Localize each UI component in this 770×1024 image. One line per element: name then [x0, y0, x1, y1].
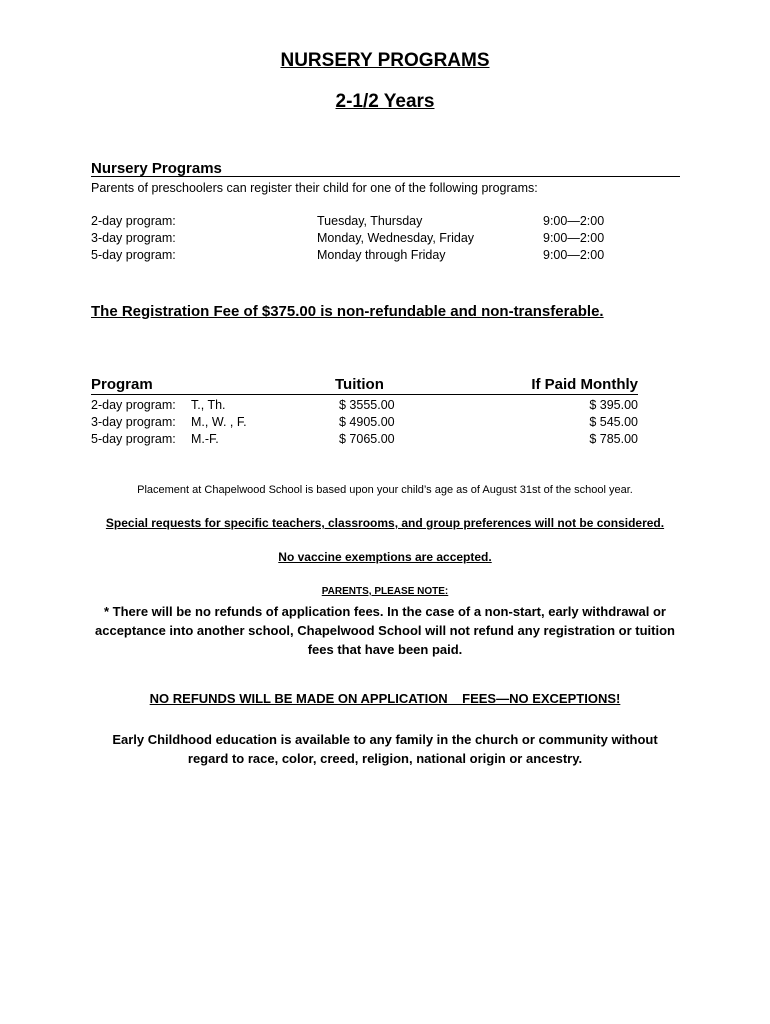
table-cell-monthly: $ 395.00	[589, 398, 638, 412]
table-cell-days: M.-F.	[191, 432, 219, 446]
table-cell-days: T., Th.	[191, 398, 226, 412]
schedule-days: Monday through Friday	[317, 248, 446, 262]
schedule-time: 9:00—2:00	[543, 214, 605, 228]
registration-fee-notice: The Registration Fee of $375.00 is non-refundable and non-transferable.	[91, 303, 604, 320]
table-cell-tuition: $ 4905.00	[339, 415, 395, 429]
table-cell-tuition: $ 7065.00	[339, 432, 395, 446]
special-requests-notice: Special requests for specific teachers, classrooms, and group preferences will not be considered.	[105, 516, 665, 530]
refund-policy-line: fees that have been paid.	[307, 642, 463, 657]
schedule-program: 2-day program:	[91, 214, 176, 228]
schedule-time: 9:00—2:00	[543, 231, 605, 245]
page-title: NURSERY PROGRAMS	[280, 50, 490, 71]
table-header-monthly: If Paid Monthly	[531, 376, 638, 393]
section-heading: Nursery Programs	[91, 160, 222, 177]
placement-note: Placement at Chapelwood School is based upon your child’s age as of August 31st of the school year.	[137, 484, 633, 496]
schedule-days: Tuesday, Thursday	[317, 214, 423, 228]
schedule-time: 9:00—2:00	[543, 248, 605, 262]
table-cell-monthly: $ 545.00	[589, 415, 638, 429]
equal-opportunity-line: regard to race, color, creed, religion, national origin or ancestry.	[187, 751, 583, 766]
table-header-divider	[91, 394, 638, 395]
table-header-tuition: Tuition	[335, 376, 384, 393]
table-cell-program: 5-day program:	[91, 432, 176, 446]
table-header-program: Program	[91, 376, 153, 393]
schedule-days: Monday, Wednesday, Friday	[317, 231, 475, 245]
refund-policy-line: * There will be no refunds of application fees. In the case of a non-start, early withdrawal or	[103, 604, 666, 619]
refund-policy-line: acceptance into another school, Chapelwood School will not refund any registration or tuition	[95, 623, 675, 638]
section-intro: Parents of preschoolers can register their child for one of the following programs:	[91, 181, 538, 195]
no-refunds-notice: NO REFUNDS WILL BE MADE ON APPLICATION FEES—NO EXCEPTIONS!	[149, 691, 621, 706]
schedule-program: 3-day program:	[91, 231, 176, 245]
table-cell-program: 3-day program:	[91, 415, 176, 429]
table-cell-tuition: $ 3555.00	[339, 398, 395, 412]
parents-note-label: PARENTS, PLEASE NOTE:	[321, 586, 449, 597]
table-cell-monthly: $ 785.00	[589, 432, 638, 446]
vaccine-notice: No vaccine exemptions are accepted.	[278, 550, 492, 564]
schedule-program: 5-day program:	[91, 248, 176, 262]
equal-opportunity-line: Early Childhood education is available to any family in the church or community without	[112, 732, 658, 747]
table-cell-program: 2-day program:	[91, 398, 176, 412]
page-subtitle: 2-1/2 Years	[335, 91, 435, 112]
table-cell-days: M., W. , F.	[191, 415, 247, 429]
section-divider	[91, 176, 680, 177]
